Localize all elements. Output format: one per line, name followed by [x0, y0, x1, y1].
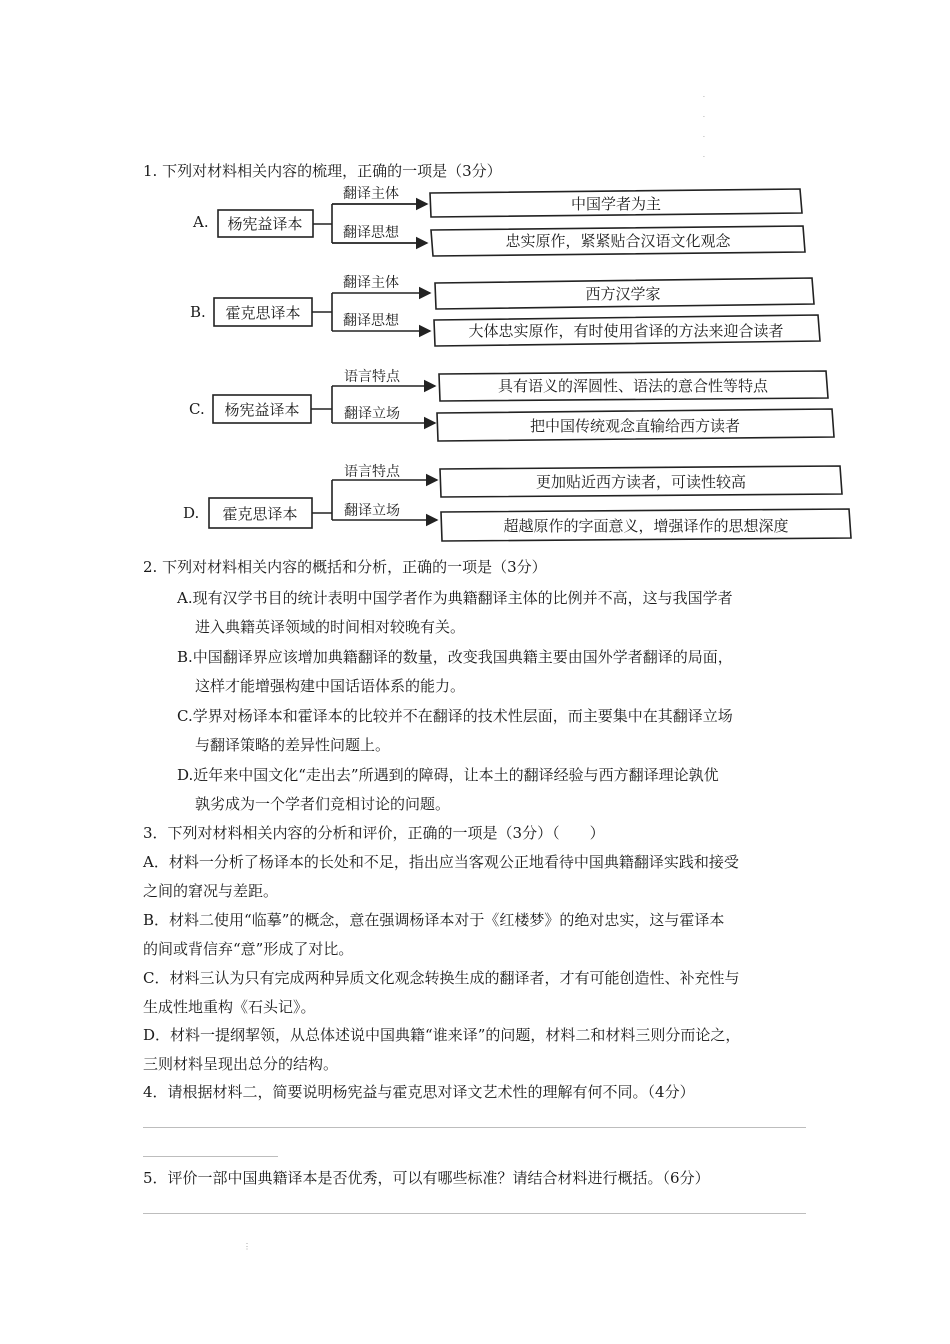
q3-option-d: [143, 1025, 740, 1074]
option-d-center: 霍克思译本: [222, 505, 298, 523]
option-d-box-1-text: 更加贴近西方读者，可读性较高: [535, 473, 747, 491]
option-c-letter: C.: [189, 400, 205, 418]
q4-answer-line-2[interactable]: [143, 1156, 278, 1157]
q3-option-b: [143, 910, 724, 959]
q2-option-c: [177, 706, 733, 755]
q4-title: 4．请根据材料二，简要说明杨宪益与霍克思对译文艺术性的理解有何不同。（4分）: [143, 1083, 695, 1101]
option-d-letter: D.: [183, 504, 200, 522]
q2-option-c-line1: C.学界对杨译本和霍译本的比较并不在翻译的技术性层面，而主要集中在其翻译立场: [177, 707, 733, 725]
option-d-label-2: 翻译立场: [344, 503, 400, 519]
q3-option-b-line1: B．材料二使用“临摹”的概念，意在强调杨译本对于《红楼梦》的绝对忠实，这与霍译本: [143, 911, 725, 929]
option-c-box-2-text: 把中国传统观念直输给西方读者: [529, 417, 741, 435]
option-b-label-1: 翻译主体: [343, 275, 399, 291]
q2-option-a-line1: A.现有汉学书目的统计表明中国学者作为典籍翻译主体的比例并不高，这与我国学者: [177, 589, 733, 607]
option-c-label-2: 翻译立场: [344, 406, 400, 422]
q3-option-d-line1: D．材料一提纲挈领，从总体述说中国典籍“谁来译”的问题，材料二和材料三则分而论之，: [143, 1026, 741, 1044]
q3-option-d-line2: 三则材料呈现出总分的结构。: [143, 1055, 339, 1073]
q3-title: 3．下列对材料相关内容的分析和评价，正确的一项是（3分）（ ）: [143, 824, 605, 842]
bottom-mark: ⋮: [243, 1242, 251, 1251]
option-c-label-1: 语言特点: [344, 369, 400, 385]
q2-option-d: [177, 765, 719, 814]
option-a-box-1-text: 中国学者为主: [570, 195, 662, 213]
q3-option-a-line2: 之间的窘况与差距。: [143, 882, 279, 900]
q2-title: 2. 下列对材料相关内容的概括和分析，正确的一项是（3分）: [143, 558, 547, 576]
q1-title: 1. 下列对材料相关内容的梳理，正确的一项是（3分）: [143, 162, 502, 180]
q2-option-c-line2: 与翻译策略的差异性问题上。: [195, 736, 391, 754]
option-c-box-1-text: 具有语义的浑圆性、语法的意合性等特点: [497, 377, 769, 395]
option-c-center: 杨宪益译本: [224, 401, 300, 419]
option-b-center: 霍克思译本: [225, 304, 301, 322]
q1-diagram: [0, 0, 950, 560]
q2-option-a-line2: 进入典籍英译领域的时间相对较晚有关。: [195, 618, 466, 636]
q3-option-b-line2: 的间或背信弃“意”形成了对比。: [143, 940, 354, 958]
option-d-label-1: 语言特点: [344, 464, 400, 480]
q2-option-a: [177, 588, 733, 637]
q2-option-b-line2: 这样才能增强构建中国话语体系的能力。: [195, 677, 466, 695]
q4-answer-line-1[interactable]: [143, 1127, 806, 1128]
option-b-letter: B.: [190, 303, 206, 321]
q2-option-d-line2: 孰劣成为一个学者们竞相讨论的问题。: [195, 795, 451, 813]
option-a-center: 杨宪益译本: [227, 215, 303, 233]
q5-answer-line-1[interactable]: [143, 1213, 806, 1214]
margin-marks: · · · ·: [703, 94, 705, 161]
q2-option-d-line1: D.近年来中国文化“走出去”所遇到的障碍，让本土的翻译经验与西方翻译理论孰优: [177, 766, 719, 784]
option-d-box-2-text: 超越原作的字面意义，增强译作的思想深度: [503, 517, 789, 535]
option-b-box-2-text: 大体忠实原作，有时使用省译的方法来迎合读者: [468, 322, 784, 340]
q3-option-a: [143, 852, 739, 901]
q3-option-c: [143, 968, 739, 1017]
option-a-letter: A.: [193, 213, 209, 231]
option-a-label-1: 翻译主体: [343, 186, 399, 202]
q2-option-b: [177, 647, 733, 696]
option-b-label-2: 翻译思想: [343, 313, 399, 329]
q3-option-a-line1: A．材料一分析了杨译本的长处和不足，指出应当客观公正地看待中国典籍翻译实践和接受: [143, 853, 739, 871]
option-b-box-1-text: 西方汉学家: [585, 285, 661, 303]
q2-option-b-line1: B.中国翻译界应该增加典籍翻译的数量，改变我国典籍主要由国外学者翻译的局面，: [177, 648, 733, 666]
q3-option-c-line2: 生成性地重构《石头记》。: [143, 998, 316, 1016]
q5-title: 5．评价一部中国典籍译本是否优秀，可以有哪些标准？请结合材料进行概括。（6分）: [143, 1169, 710, 1187]
option-a-box-2-text: 忠实原作，紧紧贴合汉语文化观念: [505, 232, 731, 250]
q3-option-c-line1: C．材料三认为只有完成两种异质文化观念转换生成的翻译者，才有可能创造性、补充性与: [143, 969, 740, 987]
option-a-label-2: 翻译思想: [343, 225, 399, 241]
